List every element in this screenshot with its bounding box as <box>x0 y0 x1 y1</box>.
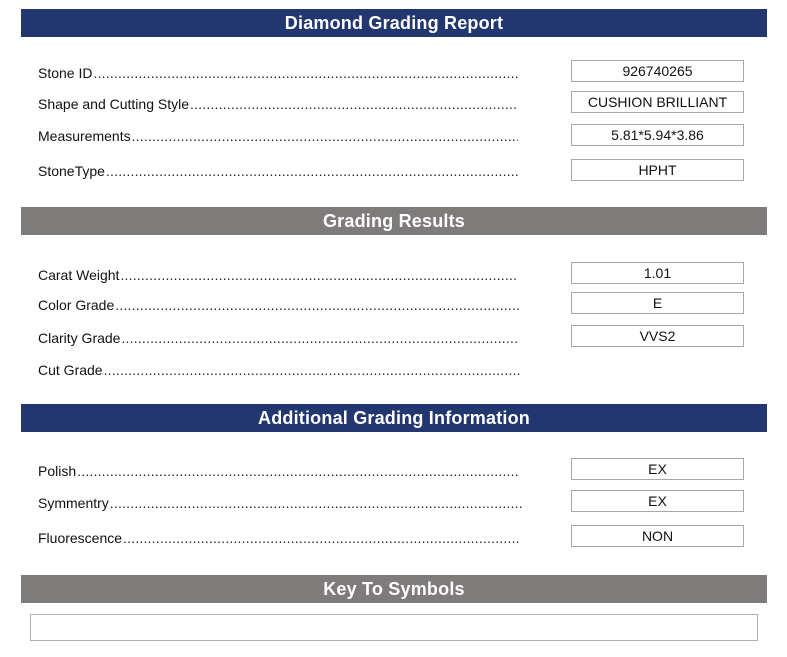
dot-leader <box>106 163 518 179</box>
clarity-grade-label: Clarity Grade <box>38 330 121 346</box>
stone-id-value: 926740265 <box>571 60 744 82</box>
dot-leader <box>120 267 518 283</box>
polish-value: EX <box>571 458 744 480</box>
cut-grade-label: Cut Grade <box>38 362 103 378</box>
carat-weight-value: 1.01 <box>571 262 744 284</box>
measurements-row <box>38 124 518 148</box>
stone-type-value: HPHT <box>571 159 744 181</box>
symmetry-value: EX <box>571 490 744 512</box>
color-grade-value: E <box>571 292 744 314</box>
key-to-symbols-title: Key To Symbols <box>323 578 465 599</box>
cut-grade-row <box>38 358 520 382</box>
carat-weight-label: Carat Weight <box>38 267 120 283</box>
shape-value: CUSHION BRILLIANT <box>571 91 744 113</box>
dot-leader <box>77 463 520 479</box>
dot-leader <box>121 330 518 346</box>
shape-label: Shape and Cutting Style <box>38 96 189 112</box>
grading-results-band <box>21 207 767 235</box>
stone-type-row <box>38 159 518 183</box>
fluorescence-row <box>38 526 520 550</box>
fluorescence-value: NON <box>571 525 744 547</box>
clarity-grade-value: VVS2 <box>571 325 744 347</box>
clarity-grade-row <box>38 326 518 350</box>
dot-leader <box>104 362 520 378</box>
shape-row <box>38 92 518 116</box>
key-to-symbols-box <box>30 614 758 641</box>
polish-row <box>38 459 520 483</box>
additional-info-title: Additional Grading Information <box>258 407 530 428</box>
stone-id-label: Stone ID <box>38 65 93 81</box>
dot-leader <box>93 65 518 81</box>
report-title-band <box>21 9 767 37</box>
stone-id-row <box>38 61 518 85</box>
carat-weight-row <box>38 263 518 287</box>
color-grade-row <box>38 293 520 317</box>
stone-type-label: StoneType <box>38 163 105 179</box>
additional-info-band <box>21 404 767 432</box>
dot-leader <box>123 530 520 546</box>
color-grade-label: Color Grade <box>38 297 115 313</box>
grading-results-title: Grading Results <box>322 210 466 231</box>
symmetry-label: Symmentry <box>38 495 109 511</box>
fluorescence-label: Fluorescence <box>38 530 123 546</box>
polish-label: Polish <box>38 463 77 479</box>
symmetry-row <box>38 491 522 515</box>
dot-leader <box>115 297 520 313</box>
dot-leader <box>190 96 518 112</box>
measurements-label: Measurements <box>38 128 131 144</box>
dot-leader <box>132 128 518 144</box>
key-to-symbols-band <box>21 575 767 603</box>
dot-leader <box>110 495 522 511</box>
report-title: Diamond Grading Report <box>284 12 504 33</box>
measurements-value: 5.81*5.94*3.86 <box>571 124 744 146</box>
